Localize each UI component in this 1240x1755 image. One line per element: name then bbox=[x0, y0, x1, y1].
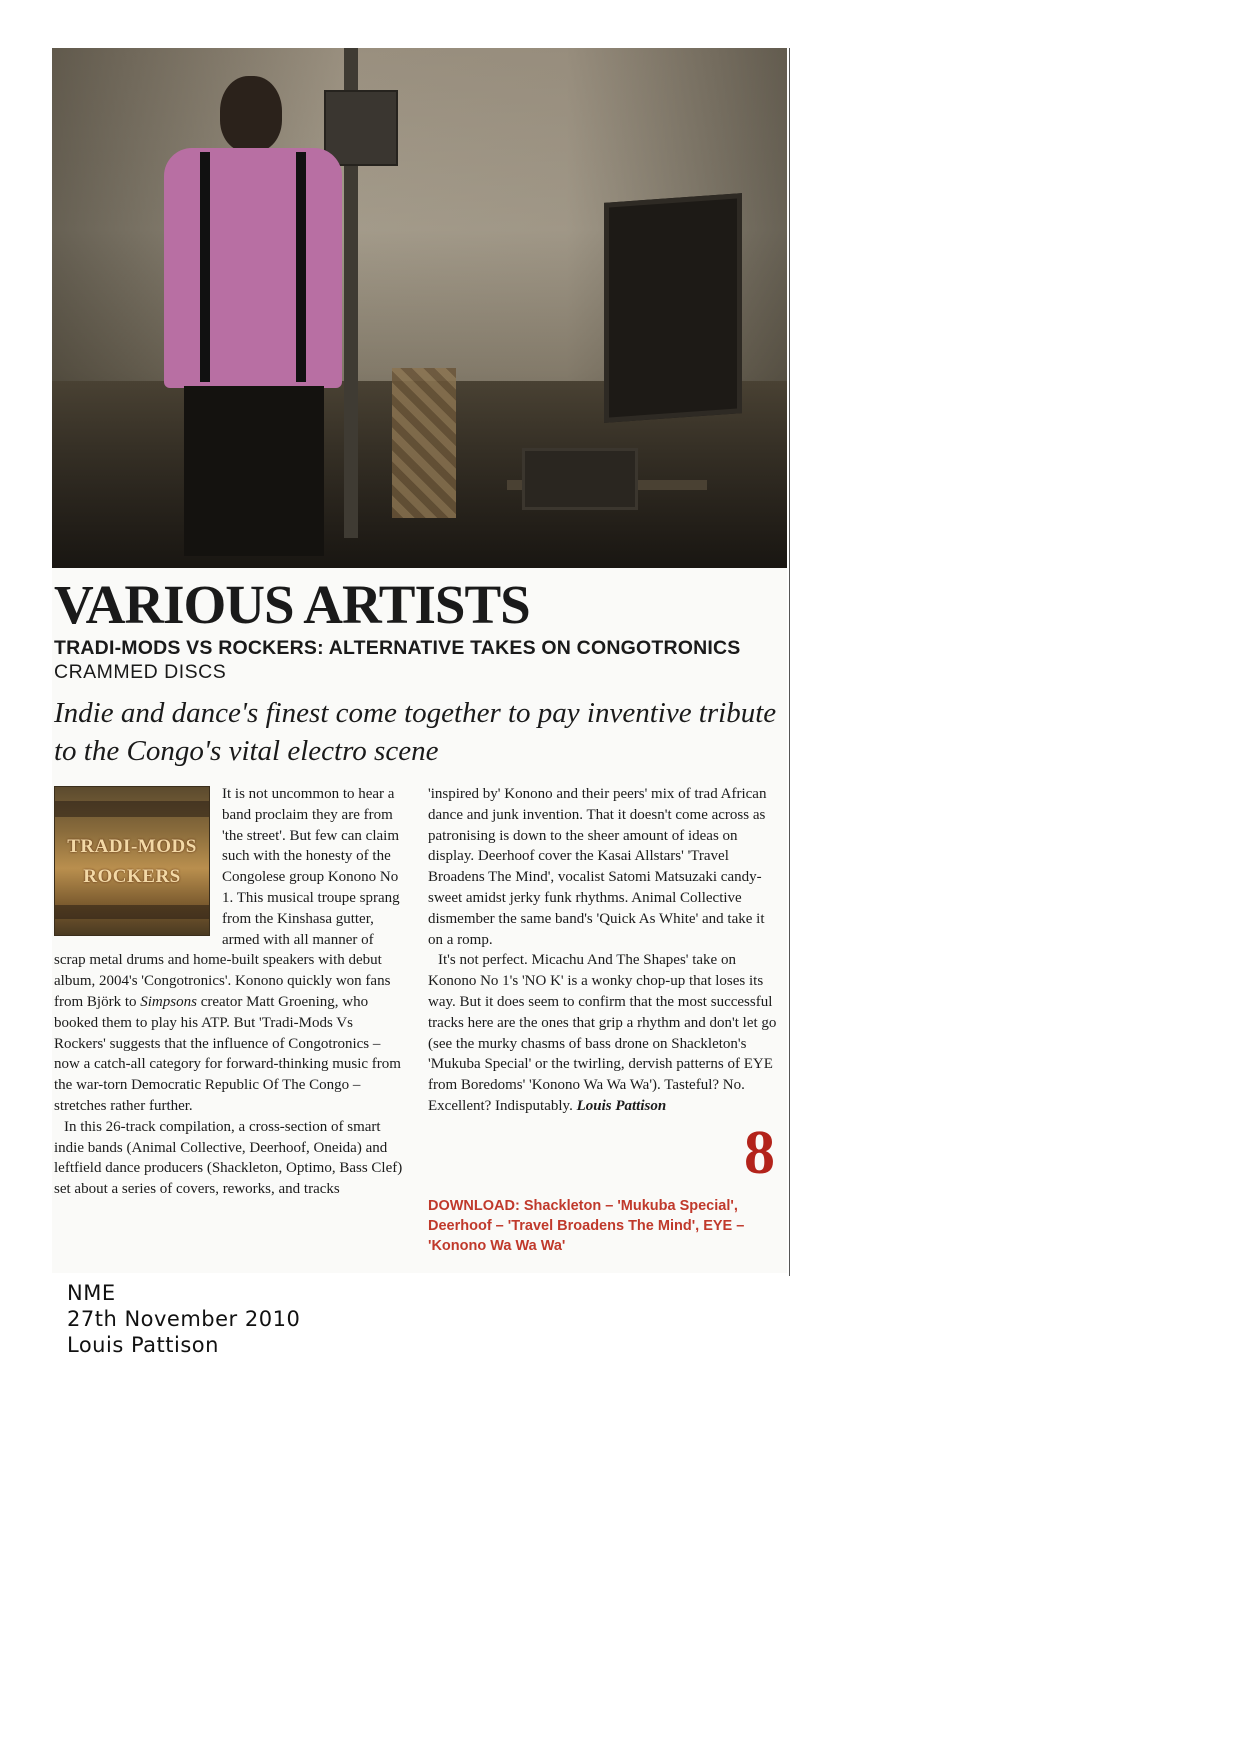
body-column-left bbox=[54, 784, 406, 1200]
photo-person-head bbox=[220, 76, 282, 152]
body-text: creator Matt Groening, who booked them to play his ATP. But 'Tradi-Mods Vs Rockers' suggests that the influence of Congotronics – now a catch-all category for forward-thinking music from the war-torn Democratic Republic Of The Congo – stretches rather further. bbox=[54, 993, 401, 1114]
clipping-edge-rule bbox=[789, 48, 790, 1276]
source-note bbox=[67, 1280, 300, 1358]
body-text-italic: Simpsons bbox=[140, 993, 197, 1010]
record-label: CRAMMED DISCS bbox=[54, 661, 227, 683]
source-date: 27th November 2010 bbox=[67, 1307, 301, 1331]
download-tracks: Shackleton – 'Mukuba Special', Deerhoof – 'Travel Broadens The Mind', EYE – 'Konono Wa Wa Wa' bbox=[428, 1198, 745, 1254]
body-text: It is not uncommon to hear a band proclaim they are from 'the street'. But few can claim such with the honesty of the Congolese group Konono No 1. This musical troupe sprang from the Kinshasa gutter, armed with all manner of scrap metal drums and home-built speakers with debut album, 2004's 'Congotronics'. Konono quickly won fans from Björk to bbox=[54, 786, 400, 1010]
album-title: TRADI-MODS VS ROCKERS: ALTERNATIVE TAKES ON CONGOTRONICS bbox=[54, 637, 741, 659]
body-text: It's not perfect. Micachu And The Shapes' take on Konono No 1's 'NO K' is a wonky chop-up that loses its way. But it does seem to confirm that the most successful tracks here are the ones that grip a rhythm and don't let go (see the murky chasms of bass drone on Shackleton's 'Mukuba Special' or the twirling, dervish patterns of EYE from Boredoms' 'Konono Wa Wa Wa'). Tasteful? No. Excellent? Indisputably. bbox=[428, 952, 777, 1114]
body-paragraph bbox=[428, 950, 780, 1116]
source-publication: NME bbox=[67, 1281, 116, 1305]
body-column-right bbox=[428, 784, 780, 1117]
photo-suspender-right bbox=[296, 152, 306, 382]
cover-band-top bbox=[55, 801, 209, 817]
article-standfirst: Indie and dance's finest come together to pay inventive tribute to the Congo's vital electro scene bbox=[54, 697, 777, 767]
photo-electrical-box bbox=[324, 90, 398, 166]
article-subhead bbox=[54, 636, 774, 684]
body-paragraph: In this 26-track compilation, a cross-section of smart indie bands (Animal Collective, Deerhoof, Oneida) and leftfield dance producers (Shackleton, Optimo, Bass Clef) set about a series of covers, reworks, and tracks bbox=[54, 1118, 403, 1198]
cover-band-bottom bbox=[55, 905, 209, 919]
photo-person-shirt bbox=[164, 148, 342, 388]
photo-speaker-cabinet bbox=[604, 193, 742, 423]
review-rating: 8 bbox=[744, 1119, 775, 1187]
cover-title-line2: ROCKERS bbox=[83, 866, 181, 887]
reviewer-byline: Louis Pattison bbox=[576, 1097, 667, 1114]
album-cover-thumbnail bbox=[54, 786, 210, 936]
photo-crate bbox=[392, 368, 456, 518]
photo-suspender-left bbox=[200, 152, 210, 382]
photo-amplifier bbox=[522, 448, 638, 510]
article-headline: VARIOUS ARTISTS bbox=[54, 574, 530, 635]
cover-title-line1: TRADI-MODS bbox=[67, 836, 197, 857]
download-label: DOWNLOAD: bbox=[428, 1198, 520, 1214]
body-paragraph: 'inspired by' Konono and their peers' mix of trad African dance and junk invention. That it doesn't come across as patronising is down to the sheer amount of ideas on display. Deerhoof cover the Kasai Allstars' 'Travel Broadens The Mind', vocalist Satomi Matsuzaki candy-sweet amidst jerky funk rhythms. Animal Collective dismember the same band's 'Quick As White' and take it on a romp. bbox=[428, 786, 767, 948]
source-author: Louis Pattison bbox=[67, 1333, 219, 1357]
photo-person-legs bbox=[184, 386, 324, 556]
article-photo bbox=[52, 48, 787, 568]
download-recommendations bbox=[428, 1196, 788, 1256]
